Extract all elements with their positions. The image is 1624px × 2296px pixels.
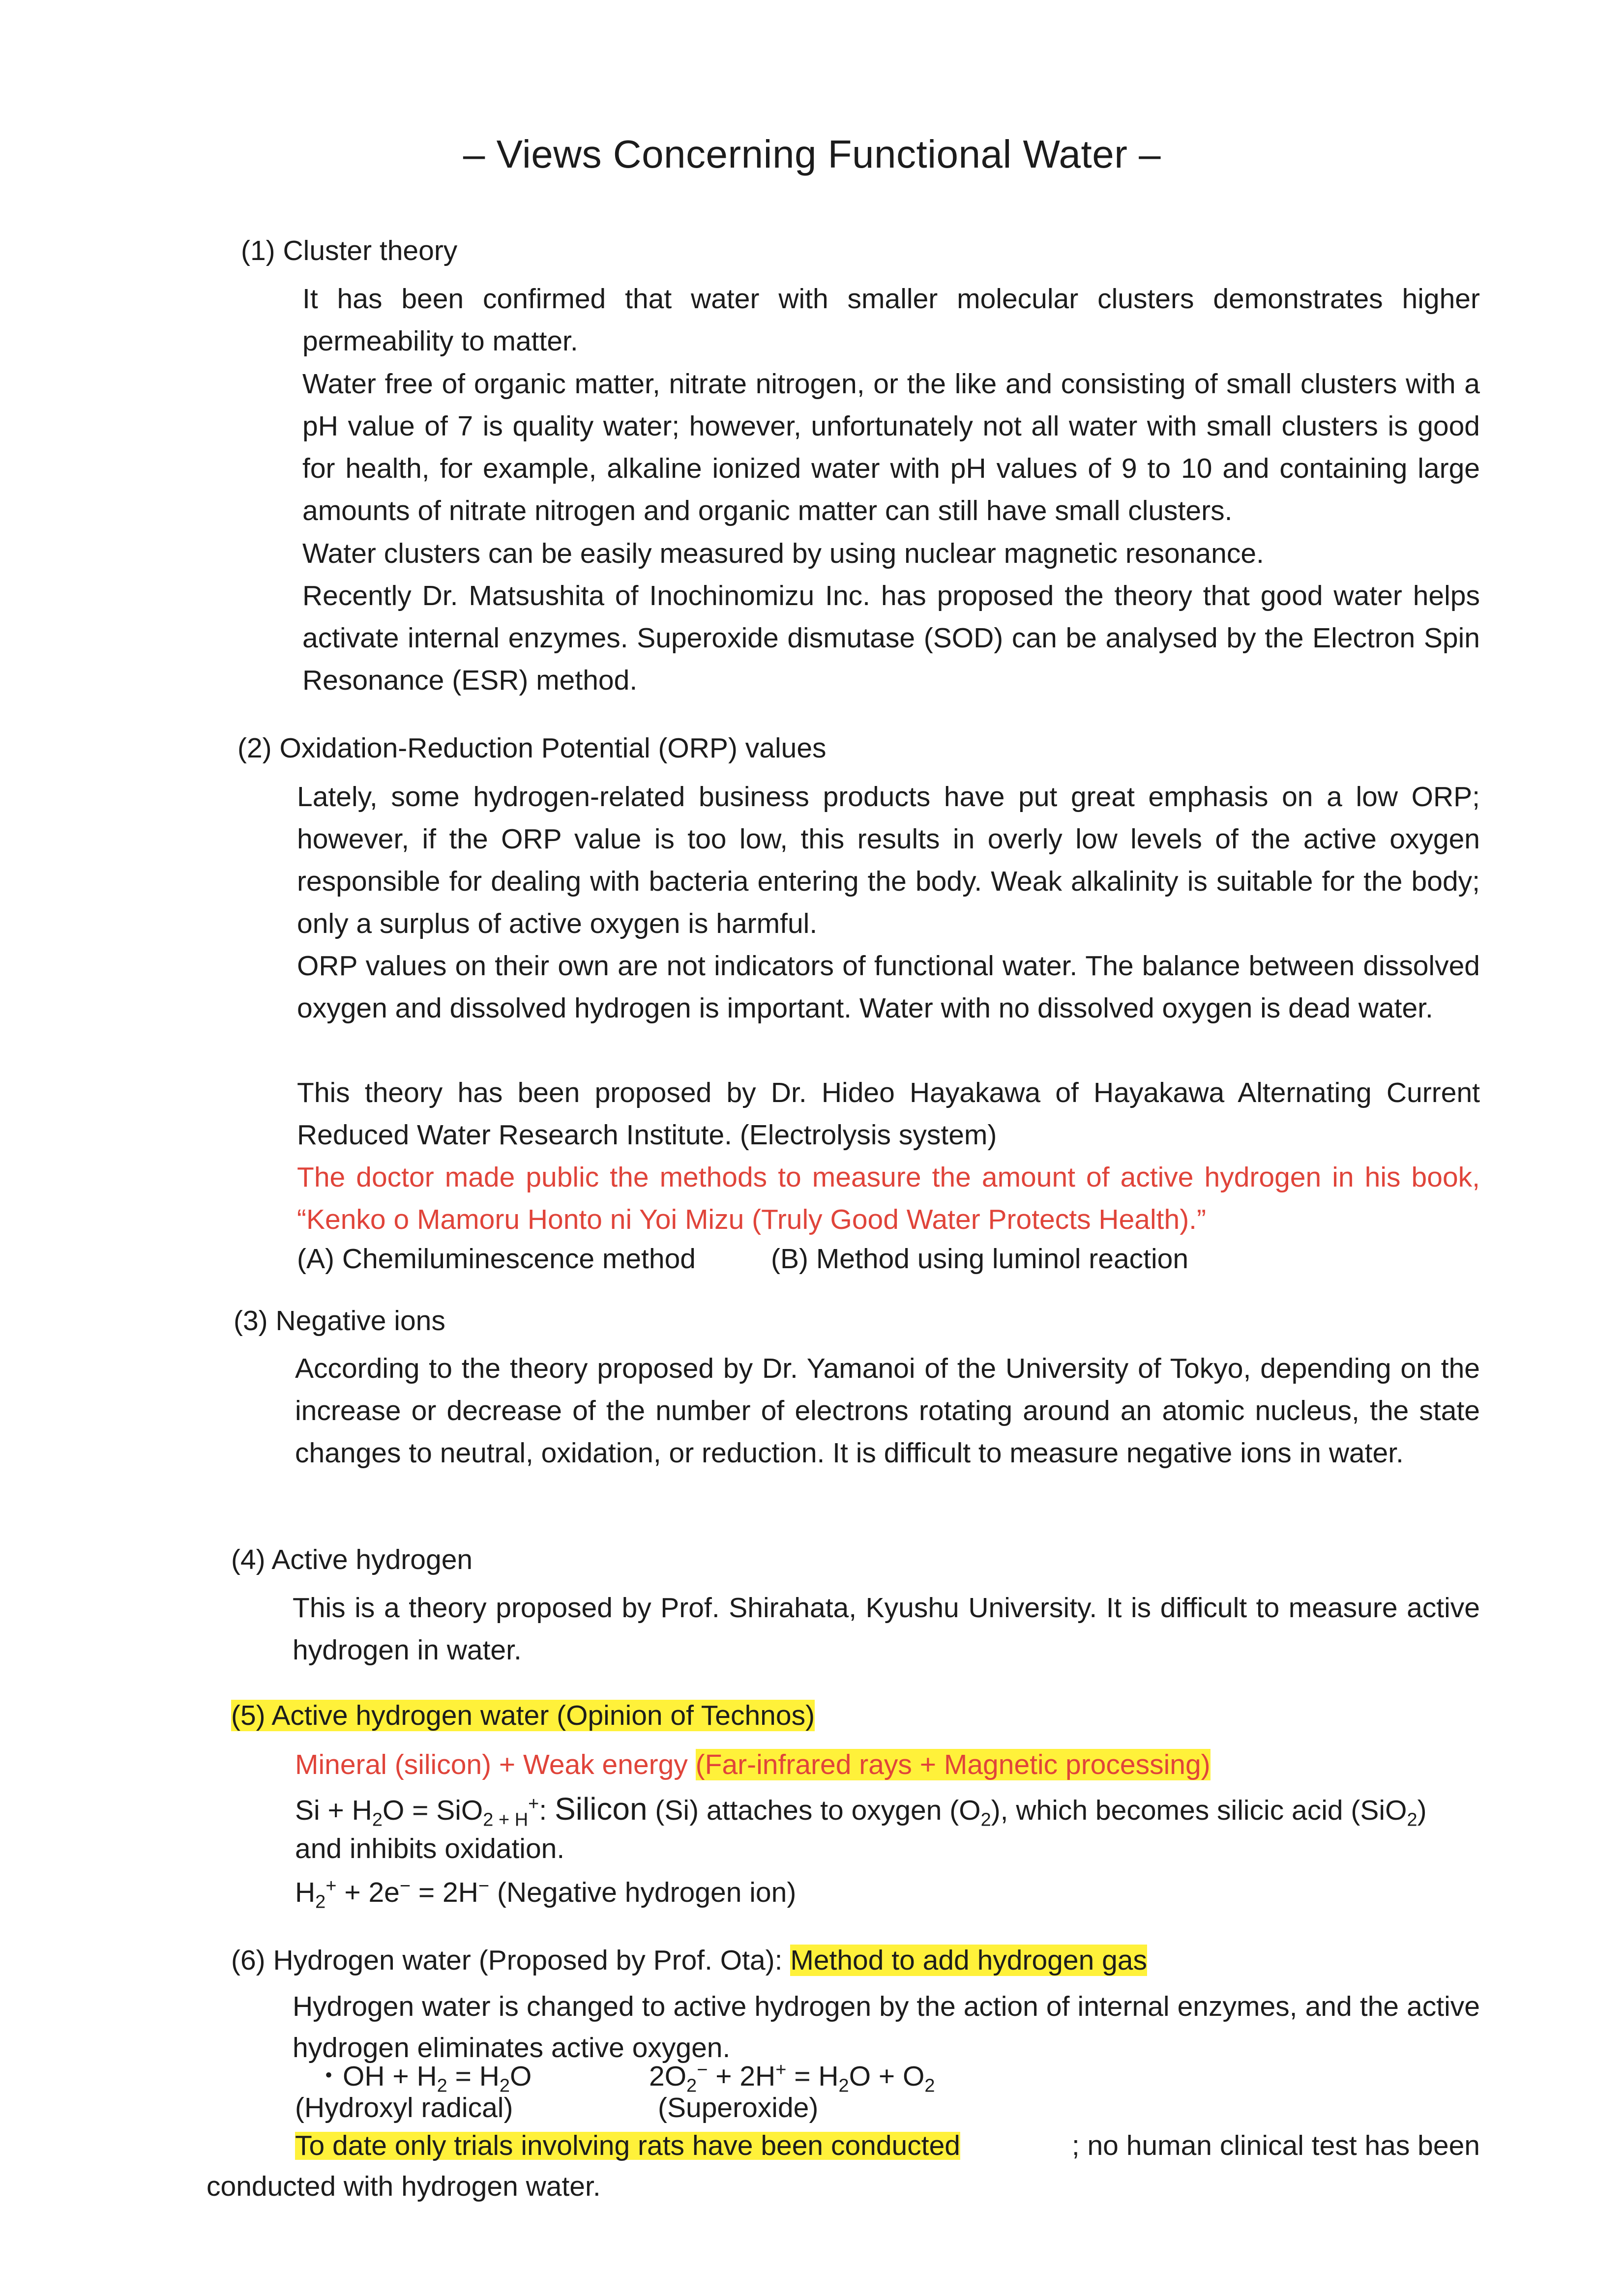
section-3-paragraph-1: According to the theory proposed by Dr. Yamanoi of the University of Tokyo, depending on the increase or decrease of the number of electrons rotating around an atomic nucleus, the state changes to neutral, oxidation, or reduction. It is difficult to measure negative ions in water.: [295, 1353, 1480, 1469]
method-a: (A) Chemiluminescence method: [297, 1243, 696, 1275]
mineral-weak-energy-text: Mineral (silicon) + Weak energy: [295, 1749, 696, 1780]
section-5-line-1: [295, 1751, 1211, 1779]
section-2-paragraph-3: This theory has been proposed by Dr. Hideo Hayakawa of Hayakawa Alternating Current Reduced Water Research Institute. (Electrolysis system): [297, 1077, 1480, 1151]
far-infrared-highlight: (Far-infrared rays + Magnetic processing): [695, 1749, 1211, 1780]
page-title: – Views Concerning Functional Water –: [463, 132, 1161, 176]
superoxide-equation: $2O_2^- + 2H^+ = H_2O + O_2$: [649, 2060, 935, 2096]
section-6-final-line: conducted with hydrogen water.: [207, 2171, 601, 2202]
superoxide-label: (Superoxide): [658, 2092, 819, 2123]
negative-hydrogen-equation: $H_2^+ + 2e^- = 2H^-$ (Negative hydrogen ion): [295, 1876, 797, 1913]
hydroxyl-equation: ・OH + $H_2 = H_2O$: [315, 2061, 532, 2096]
section-2-heading: (2) Oxidation-Reduction Potential (ORP) values: [237, 732, 827, 764]
section-4-heading: (4) Active hydrogen: [231, 1544, 473, 1575]
section-5-heading-highlight: (5) Active hydrogen water (Opinion of Technos): [231, 1700, 815, 1731]
section-6-paragraph-1: Hydrogen water is changed to active hydrogen by the action of internal enzymes, and the active hydrogen eliminates active oxygen.: [293, 1991, 1480, 2063]
silicon-equation-line: $Si + H_2O = SiO_2$ $_{+ H}$+: Silicon (Si) attaches to oxygen $(O_2)$, which becomes silicic acid (SiO$_2$): [295, 1791, 1427, 1831]
hydroxyl-radical-label: (Hydroxyl radical): [295, 2092, 513, 2123]
section-6-last-line: To date only trials involving rats have been conducted ; no human clinical test has been: [295, 2130, 1480, 2161]
section-1-heading: (1) Cluster theory: [241, 235, 458, 266]
section-4-paragraph-1: This is a theory proposed by Prof. Shirahata, Kyushu University. It is difficult to measure active hydrogen in water.: [293, 1592, 1480, 1666]
hydrogen-gas-highlight: Method to add hydrogen gas: [790, 1945, 1148, 1976]
section-1-paragraph-4: Recently Dr. Matsushita of Inochinomizu Inc. has proposed the theory that good water helps activate internal enzymes. Superoxide dismutase (SOD) can be analysed by the Electron Spin Resonance (ESR) method.: [302, 580, 1480, 696]
section-5-heading: [231, 1702, 815, 1730]
section-1-paragraph-2: Water free of organic matter, nitrate nitrogen, or the like and consisting of small clusters with a pH value of 7 is quality water; however, unfortunately not all water with small clusters is good for health, for example, alkaline ionized water with pH values of 9 to 10 and containing large amounts of nitrate nitrogen and organic matter can still have small clusters.: [302, 368, 1480, 526]
section-1-paragraph-3: Water clusters can be easily measured by using nuclear magnetic resonance.: [302, 538, 1264, 569]
section-1-paragraph-1: It has been confirmed that water with smaller molecular clusters demonstrates higher permeability to matter.: [302, 283, 1480, 357]
section-2-paragraph-2: ORP values on their own are not indicators of functional water. The balance between dissolved oxygen and dissolved hydrogen is important. Water with no dissolved oxygen is dead water.: [297, 950, 1480, 1024]
section-3-heading: (3) Negative ions: [234, 1305, 445, 1337]
method-b: (B) Method using luminol reaction: [771, 1243, 1189, 1275]
section-5-line-3: and inhibits oxidation.: [295, 1833, 565, 1864]
section-2-red-note: The doctor made public the methods to measure the amount of active hydrogen in his book, “Kenko o Mamoru Honto ni Yoi Mizu (Truly Good Water Protects Health).”: [297, 1162, 1480, 1235]
section-2-paragraph-1: Lately, some hydrogen-related business products have put great emphasis on a low ORP; however, if the ORP value is too low, this results in overly low levels of the active oxygen responsible for dealing with bacteria entering the body. Weak alkalinity is suitable for the body; only a surplus of active oxygen is harmful.: [297, 781, 1480, 939]
rats-trial-highlight: To date only trials involving rats have been conducted: [295, 2130, 960, 2161]
section-6-heading: (6) Hydrogen water (Proposed by Prof. Ota): Method to add hydrogen gas: [231, 1945, 1148, 1976]
